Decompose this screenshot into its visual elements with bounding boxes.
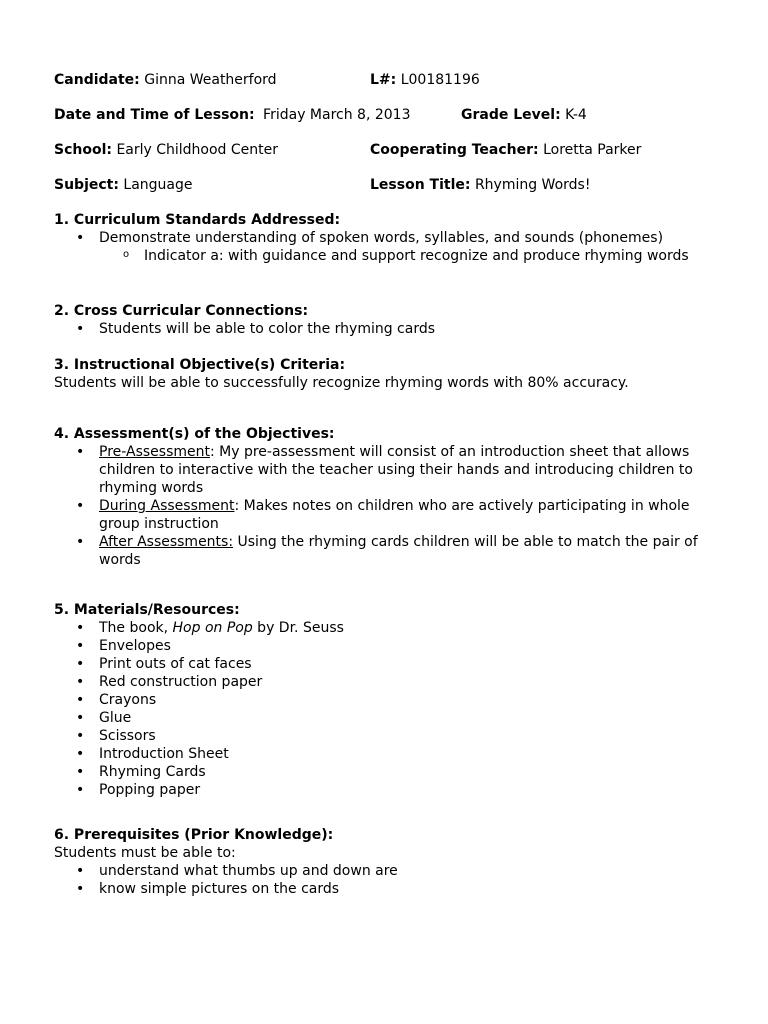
section-title: 4. Assessment(s) of the Objectives: bbox=[54, 426, 335, 442]
during-assessment-label: During Assessment bbox=[99, 498, 235, 514]
pre-assessment-text: : My pre-assessment will consist of an introduction sheet that allows children to interactive with the teacher using their hands and introducing children to rhyming words bbox=[99, 444, 693, 496]
pre-assessment-label: Pre-Assessment bbox=[99, 444, 210, 460]
list-item: • Red construction paper bbox=[54, 673, 724, 691]
school-label: School: bbox=[54, 142, 112, 158]
bullet-list bbox=[54, 320, 724, 338]
sub-bullet-list bbox=[54, 247, 724, 265]
section-cross-curricular bbox=[54, 302, 724, 338]
list-item: • Crayons bbox=[54, 691, 724, 709]
objective-text: Students will be able to successfully recognize rhyming words with 80% accuracy. bbox=[54, 375, 629, 391]
list-item: • Popping paper bbox=[54, 781, 724, 799]
list-item bbox=[54, 619, 724, 637]
lesson-title-label: Lesson Title: bbox=[370, 177, 471, 193]
candidate-row bbox=[54, 71, 480, 89]
subject-value: Language bbox=[123, 177, 193, 193]
school-row bbox=[54, 141, 642, 159]
lnum-field bbox=[370, 71, 480, 89]
teacher-label: Cooperating Teacher: bbox=[370, 142, 539, 158]
list-item bbox=[54, 497, 724, 533]
lesson-title-field bbox=[370, 176, 590, 194]
grade-value: K-4 bbox=[565, 107, 587, 123]
section-title: 1. Curriculum Standards Addressed: bbox=[54, 212, 341, 228]
list-item: • understand what thumbs up and down are bbox=[54, 862, 724, 880]
section-curriculum-standards bbox=[54, 211, 724, 265]
bullet-list bbox=[54, 862, 724, 898]
section-assessments bbox=[54, 425, 724, 569]
lesson-title-value: Rhyming Words! bbox=[474, 177, 591, 193]
bullet-list bbox=[54, 443, 724, 569]
section-title: 2. Cross Curricular Connections: bbox=[54, 303, 309, 319]
date-row bbox=[54, 106, 587, 124]
date-label: Date and Time of Lesson: bbox=[54, 107, 255, 123]
grade-field bbox=[461, 106, 587, 124]
list-item: • Students will be able to color the rhyming cards bbox=[54, 320, 724, 338]
candidate-name: Ginna Weatherford bbox=[144, 72, 277, 88]
list-item: • Rhyming Cards bbox=[54, 763, 724, 781]
during-assessment-text: : Makes notes on children who are actively participating in whole group instruction bbox=[99, 498, 690, 532]
list-item: • Print outs of cat faces bbox=[54, 655, 724, 673]
bullet-list bbox=[54, 229, 724, 247]
date-value: Friday March 8, 2013 bbox=[263, 107, 411, 123]
book-prefix: The book, bbox=[99, 620, 173, 636]
section-title: 5. Materials/Resources: bbox=[54, 602, 240, 618]
section-materials bbox=[54, 601, 724, 799]
list-item bbox=[54, 533, 724, 569]
lnum-label: L#: bbox=[370, 72, 397, 88]
after-assessment-text: Using the rhyming cards children will be able to match the pair of words bbox=[99, 534, 698, 568]
prerequisites-intro: Students must be able to: bbox=[54, 845, 236, 861]
teacher-value: Loretta Parker bbox=[543, 142, 642, 158]
subject-label: Subject: bbox=[54, 177, 119, 193]
section-title: 6. Prerequisites (Prior Knowledge): bbox=[54, 827, 334, 843]
after-assessment-label: After Assessments: bbox=[99, 534, 234, 550]
book-title: Hop on Pop bbox=[172, 620, 253, 636]
section-title: 3. Instructional Objective(s) Criteria: bbox=[54, 357, 346, 373]
teacher-field bbox=[370, 141, 641, 159]
sub-list-item: o Indicator a: with guidance and support recognize and produce rhyming words bbox=[54, 247, 724, 265]
candidate-label: Candidate: bbox=[54, 72, 140, 88]
materials-list bbox=[54, 619, 724, 799]
lnum-value: L00181196 bbox=[400, 72, 480, 88]
subject-row bbox=[54, 176, 591, 194]
list-item: • Demonstrate understanding of spoken words, syllables, and sounds (phonemes) bbox=[54, 229, 724, 247]
section-prerequisites bbox=[54, 826, 724, 898]
list-item: • Scissors bbox=[54, 727, 724, 745]
list-item: • know simple pictures on the cards bbox=[54, 880, 724, 898]
section-instructional-objectives bbox=[54, 356, 724, 392]
list-item bbox=[54, 443, 724, 497]
book-suffix: by Dr. Seuss bbox=[252, 620, 344, 636]
list-item: • Introduction Sheet bbox=[54, 745, 724, 763]
grade-label: Grade Level: bbox=[461, 107, 561, 123]
list-item: • Envelopes bbox=[54, 637, 724, 655]
list-item: • Glue bbox=[54, 709, 724, 727]
school-value: Early Childhood Center bbox=[116, 142, 279, 158]
